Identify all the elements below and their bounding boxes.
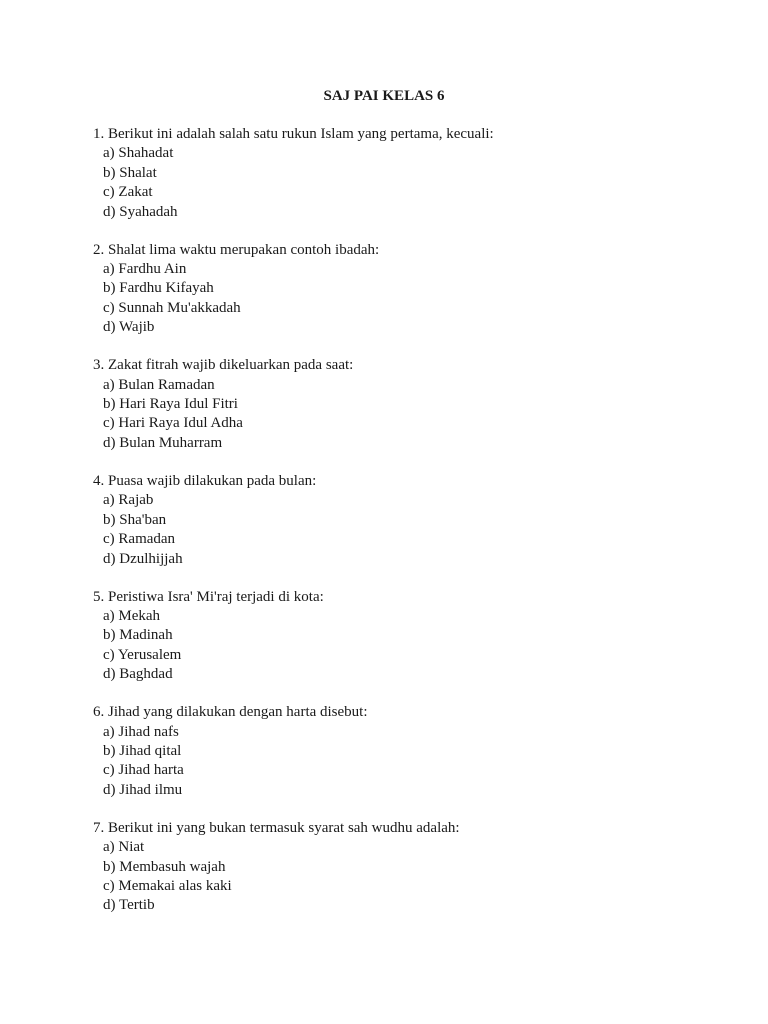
- question-item: [93, 472, 713, 569]
- question-text: 2. Shalat lima waktu merupakan contoh ibadah:: [93, 241, 380, 258]
- answer-option: a) Niat: [103, 839, 145, 856]
- question-item: [93, 125, 713, 222]
- question-text: 6. Jihad yang dilakukan dengan harta disebut:: [93, 704, 368, 721]
- answer-option: b) Madinah: [103, 627, 173, 644]
- answer-option: b) Jihad qital: [103, 742, 182, 759]
- answer-option: b) Hari Raya Idul Fitri: [103, 396, 238, 413]
- answer-option: a) Fardhu Ain: [103, 261, 187, 278]
- answer-option: a) Bulan Ramadan: [103, 376, 215, 393]
- answer-option: b) Membasuh wajah: [103, 858, 226, 875]
- answer-option: d) Bulan Muharram: [103, 434, 223, 451]
- answer-option: b) Shalat: [103, 164, 157, 181]
- answer-option: c) Yerusalem: [103, 646, 182, 663]
- answer-option: c) Hari Raya Idul Adha: [103, 415, 243, 432]
- answer-option: c) Sunnah Mu'akkadah: [103, 299, 241, 316]
- answer-option: a) Mekah: [103, 607, 161, 624]
- answer-option: d) Jihad ilmu: [103, 781, 183, 798]
- question-item: [93, 588, 713, 685]
- question-text: 7. Berikut ini yang bukan termasuk syarat sah wudhu adalah:: [93, 819, 460, 836]
- answer-option: d) Tertib: [103, 897, 155, 914]
- answer-option: c) Ramadan: [103, 531, 176, 548]
- answer-option: d) Wajib: [103, 319, 155, 336]
- document-title: SAJ PAI KELAS 6: [323, 88, 445, 104]
- question-list: [93, 125, 713, 934]
- answer-option: b) Fardhu Kifayah: [103, 280, 214, 297]
- question-text: 3. Zakat fitrah wajib dikeluarkan pada saat:: [93, 357, 354, 374]
- question-item: [93, 819, 713, 916]
- question-item: [93, 703, 713, 800]
- answer-option: d) Syahadah: [103, 203, 178, 220]
- answer-option: c) Jihad harta: [103, 762, 184, 779]
- answer-option: c) Zakat: [103, 184, 153, 201]
- question-item: [93, 356, 713, 453]
- question-text: 1. Berikut ini adalah salah satu rukun Islam yang pertama, kecuali:: [93, 126, 494, 142]
- answer-option: b) Sha'ban: [103, 511, 167, 528]
- answer-option: a) Shahadat: [103, 145, 174, 162]
- answer-option: a) Rajab: [103, 492, 154, 509]
- question-item: [93, 241, 713, 338]
- answer-option: d) Dzulhijjah: [103, 550, 183, 567]
- answer-option: a) Jihad nafs: [103, 723, 179, 740]
- answer-option: c) Memakai alas kaki: [103, 877, 232, 894]
- question-text: 5. Peristiwa Isra' Mi'raj terjadi di kota:: [93, 588, 324, 605]
- answer-option: d) Baghdad: [103, 666, 173, 683]
- question-text: 4. Puasa wajib dilakukan pada bulan:: [93, 472, 317, 489]
